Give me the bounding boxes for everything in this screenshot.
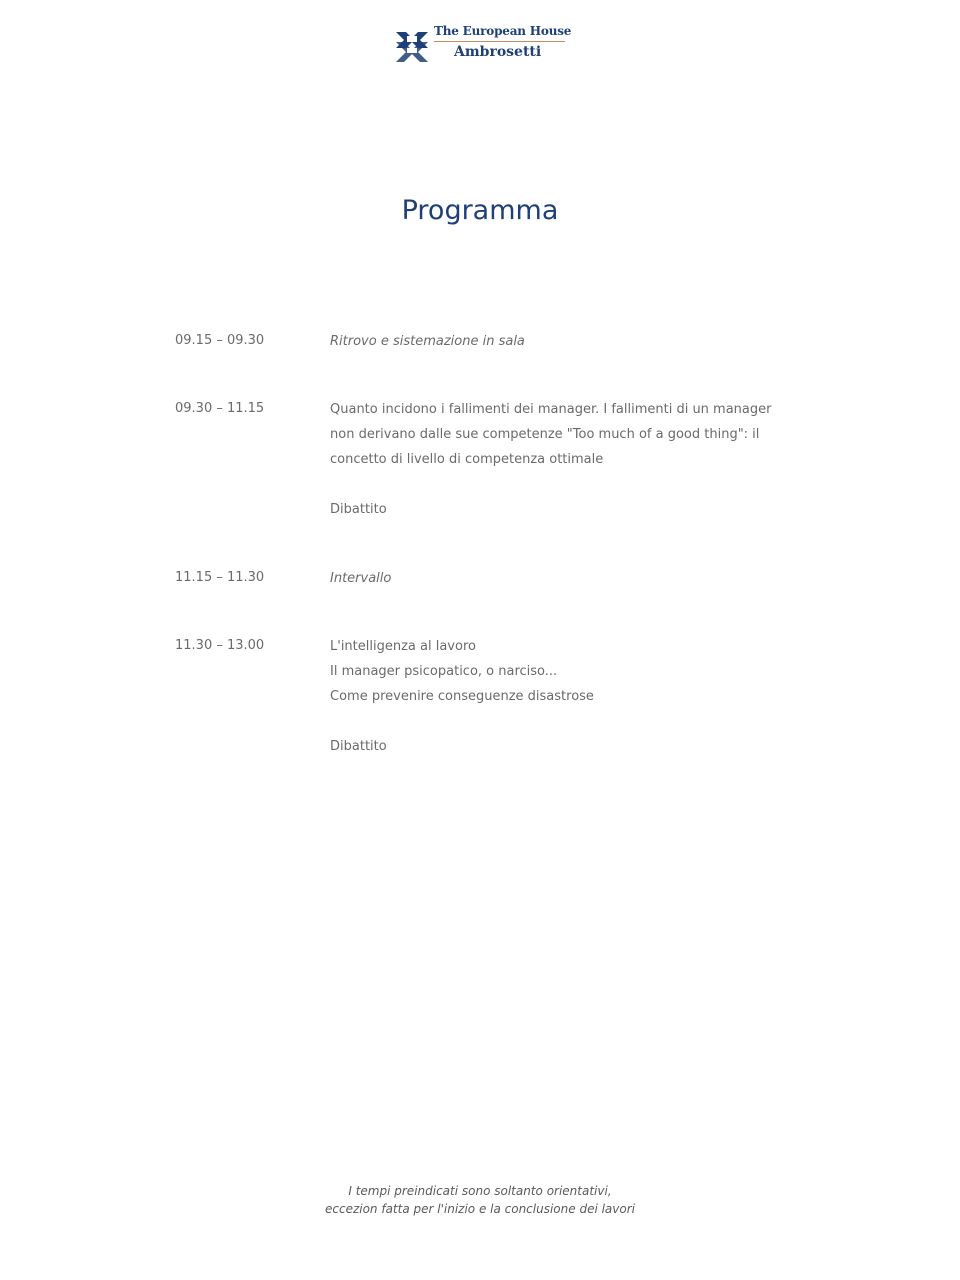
schedule-time: 11.15 – 11.30 [175,570,265,585]
schedule-line: Intervallo [330,571,392,586]
schedule-time: 11.30 – 13.00 [175,638,265,653]
schedule-content [330,397,790,522]
schedule-discussion: Dibattito [330,739,387,754]
schedule-content [330,634,790,759]
schedule-line: Quanto incidono i fallimenti dei manager. I fallimenti di un manager [330,402,772,417]
footer-line: I tempi preindicati sono soltanto orientativi, [348,1184,612,1198]
schedule-line: concetto di livello di competenza ottimale [330,452,604,467]
logo-text-line2: Ambrosetti [454,44,542,60]
spacer [330,472,790,497]
schedule-line: L'intelligenza al lavoro [330,639,476,654]
schedule-line: Il manager psicopatico, o narciso... [330,664,558,679]
schedule-discussion: Dibattito [330,502,387,517]
company-logo [392,24,572,64]
logo-rule [434,41,565,42]
schedule-line: Ritrovo e sistemazione in sala [330,334,525,349]
footer-note [0,1182,960,1218]
schedule-content [330,566,790,591]
schedule-line: non derivano dalle sue competenze "Too much of a good thing": il [330,427,760,442]
spacer [330,709,790,734]
schedule-content [330,329,790,354]
schedule-line: Come prevenire conseguenze disastrose [330,689,594,704]
cross-knot-logo-icon [392,26,432,62]
footer-line: eccezion fatta per l'inizio e la conclusione dei lavori [324,1202,635,1216]
schedule-time: 09.30 – 11.15 [175,401,265,416]
page-title: Programma [401,195,559,226]
schedule-time: 09.15 – 09.30 [175,333,265,348]
logo-text-line1: The European House [434,24,572,38]
